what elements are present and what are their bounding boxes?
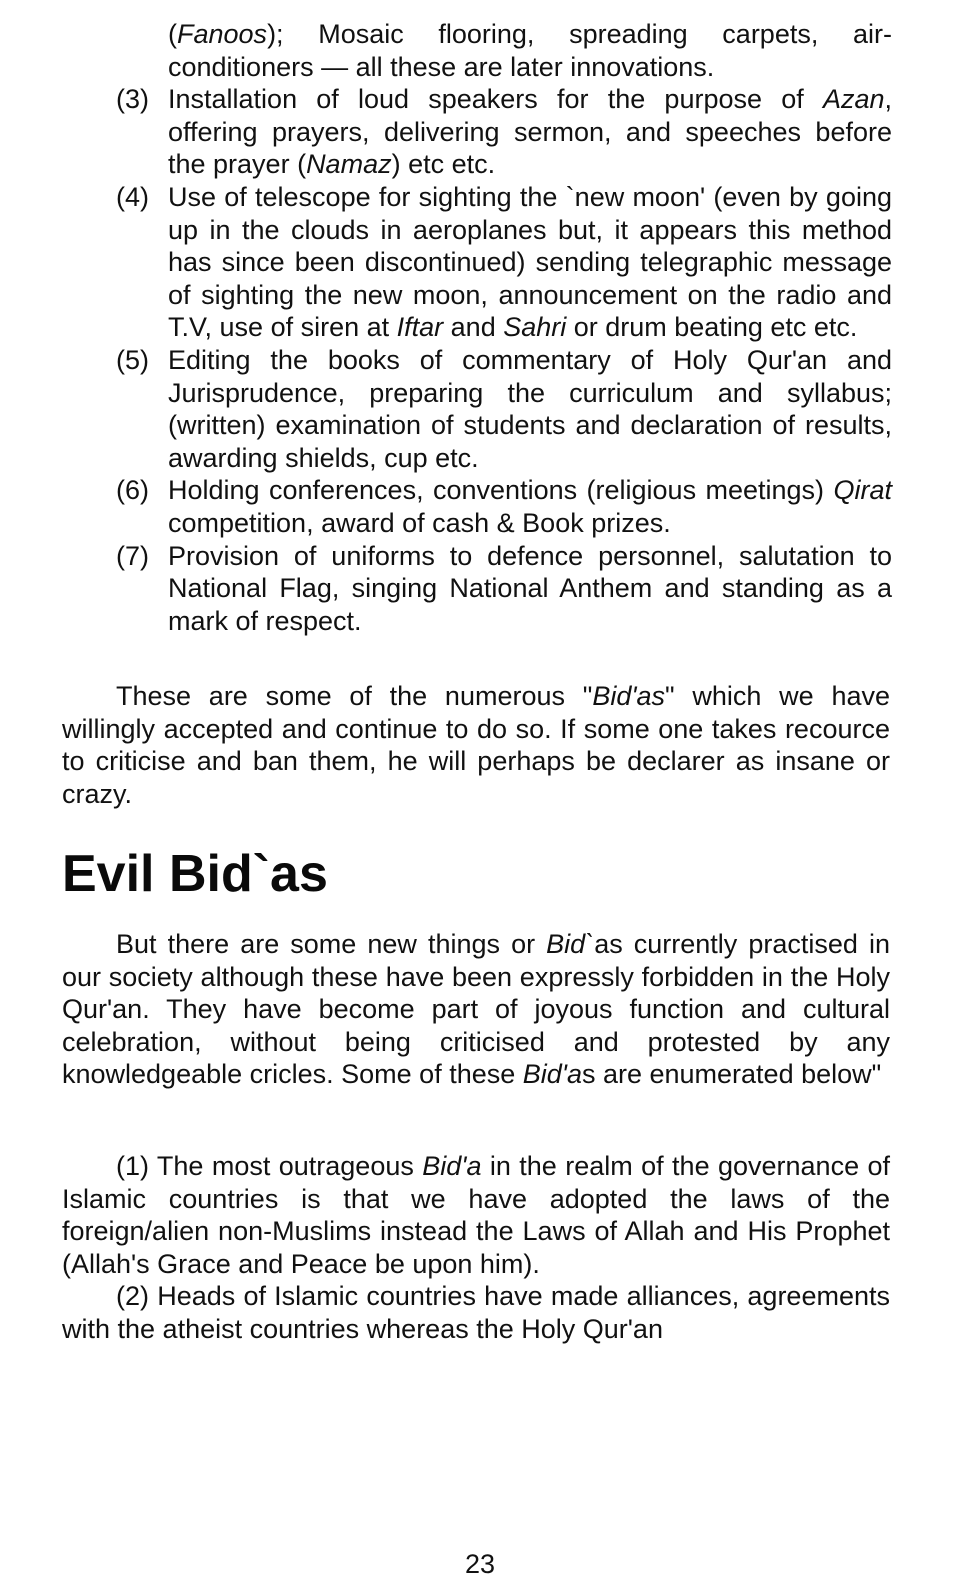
list-item xyxy=(116,83,892,181)
italic-term: Iftar xyxy=(396,312,444,343)
paragraph-bidas xyxy=(62,680,890,810)
paragraph-text xyxy=(62,928,890,1091)
italic-term: Qirat xyxy=(833,475,892,506)
text-run: ); Mosaic flooring, spreading carpets, air-conditioners — all these are later innovations. xyxy=(168,19,892,82)
italic-term: Namaz xyxy=(306,149,392,180)
list-item-continuation xyxy=(168,18,892,83)
text-run: These are some of the numerous " xyxy=(116,681,593,711)
text-run: But there are some new things or xyxy=(116,929,547,959)
list-item-number: (4) xyxy=(116,181,149,212)
italic-term: Bid` xyxy=(546,929,595,959)
text-run: competition, award of cash & Book prizes. xyxy=(168,507,671,538)
italic-term: Fanoos xyxy=(177,19,268,49)
text-run: (1) The most outrageous xyxy=(116,1151,423,1181)
text-run: or drum beating etc etc. xyxy=(566,312,858,343)
text-run: Holding conferences, conventions (religious meetings) xyxy=(168,475,834,506)
text-run: , offering prayers, delivering sermon, and speeches before the prayer ( xyxy=(168,84,892,180)
text-run: Provision of uniforms to defence personnel, salutation to National Flag, singing National Anthem and standing as a mark of respect. xyxy=(168,540,892,636)
text-run: Editing the books of commentary of Holy Qur'an and Jurisprudence, preparing the curriculum and syllabus; (written) examination of students and declaration of results, awarding shields, cup etc. xyxy=(168,344,892,473)
italic-term: Bid'a xyxy=(422,1151,482,1181)
text-run: and xyxy=(443,312,504,343)
list-item xyxy=(116,474,892,539)
italic-term: Azan xyxy=(822,84,885,115)
text-run: (2) Heads of Islamic countries have made alliances, agreements with the atheist countries whereas the Holy Qur'an xyxy=(62,1281,890,1344)
paragraph-text xyxy=(62,1150,890,1280)
text-run: as currently practised in our society although these have been expressly forbidden in the Holy Qur'an. They have become part of joyous function and cultural celebration, without being criticised and protested by any knowledgeable cricles. Some of these xyxy=(62,929,891,1090)
text-run: ( xyxy=(168,19,177,49)
list-item-text xyxy=(168,181,892,344)
text-run: in the realm of the governance of Islamic countries is that we have adopted the laws of the foreign/alien non-Muslims instead the Laws of Allah and His Prophet (Allah's Grace and Peace be upon him). xyxy=(62,1151,891,1279)
list-item-text xyxy=(168,344,892,474)
page-number: 23 xyxy=(464,1549,496,1579)
paragraph-text xyxy=(62,680,890,810)
italic-term: Bid'as xyxy=(592,681,666,711)
list-item-number: (7) xyxy=(116,540,149,571)
text-run: Use of telescope for sighting the `new moon' (even by going up in the clouds in aeroplanes but, it appears this method has since been discontinued) sending telegraphic message of sighting the new moon, announcement on the radio and T.V, use of siren at xyxy=(168,181,892,343)
italic-term: Sahri xyxy=(503,312,567,343)
text-run: s are enumerated below" xyxy=(581,1059,882,1090)
list-item-text xyxy=(168,83,892,181)
list-item-number: (3) xyxy=(116,84,149,115)
list-item xyxy=(116,540,892,638)
paragraph-text xyxy=(62,1280,890,1345)
text-run: ) etc etc. xyxy=(391,149,496,180)
list-item xyxy=(116,344,892,474)
list-item-number: (6) xyxy=(116,475,149,506)
paragraph-evil-bidas xyxy=(62,928,890,1091)
list-item-number: (5) xyxy=(116,344,149,375)
list-item xyxy=(116,181,892,344)
innovations-list xyxy=(116,18,892,637)
list-item-text xyxy=(168,540,892,638)
paragraph-point-1 xyxy=(62,1150,890,1280)
text-run: " which we have willingly accepted and continue to do so. If some one takes recource to criticise and ban them, he will perhaps be declarer as insane or crazy. xyxy=(62,681,890,809)
italic-term: Bid'a xyxy=(522,1059,582,1090)
paragraph-point-2 xyxy=(62,1280,890,1345)
text-run: Installation of loud speakers for the purpose of xyxy=(168,84,823,115)
list-item-text xyxy=(168,474,892,539)
section-heading: Evil Bid`as xyxy=(62,845,328,903)
